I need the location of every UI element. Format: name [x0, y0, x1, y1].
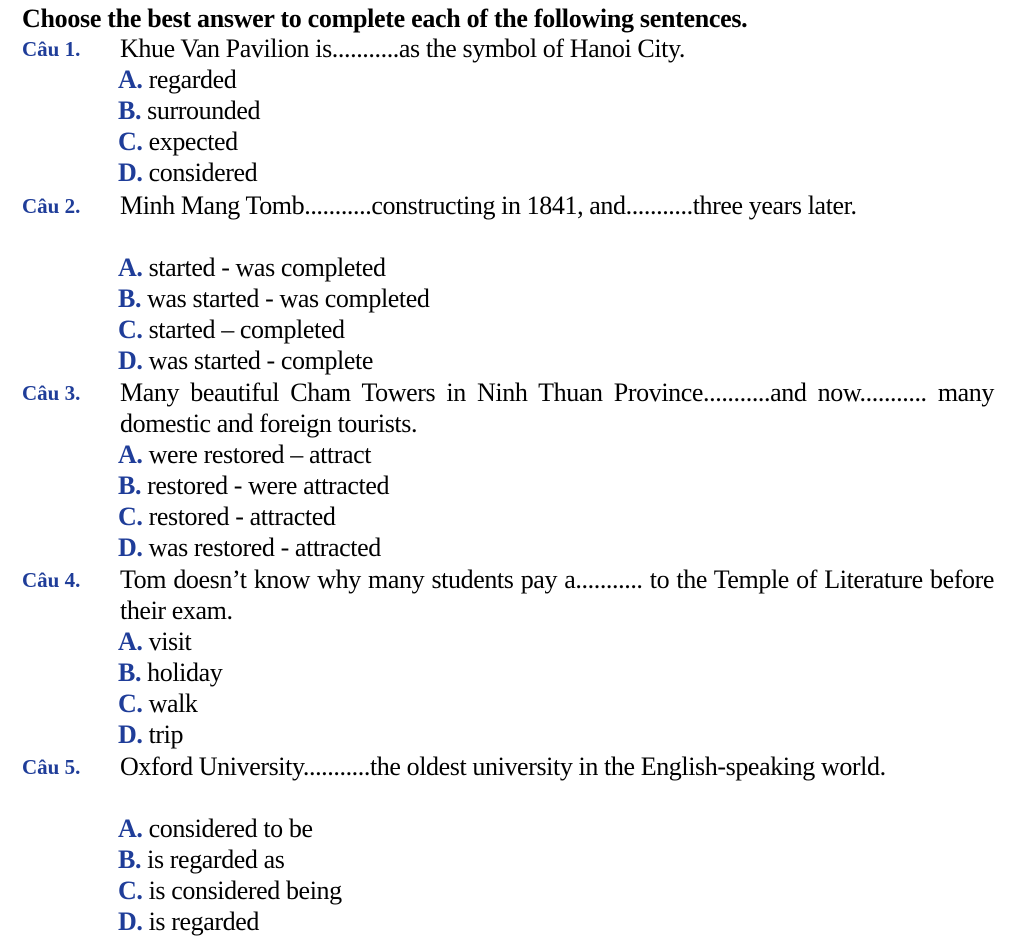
question-label: Câu 4.: [22, 568, 81, 592]
option-a[interactable]: [118, 813, 342, 844]
option-a[interactable]: [118, 439, 389, 470]
option-text: started – completed: [148, 315, 345, 344]
option-text: restored - attracted: [148, 502, 336, 531]
question-text: Minh Mang Tomb...........constructing in 1841, and...........three years later.: [120, 191, 857, 220]
option-letter: A.: [118, 65, 143, 94]
option-letter: C.: [118, 689, 143, 718]
option-text: started - was completed: [148, 253, 386, 282]
question-text: Tom doesn’t know why many students pay a........... to the Temple of Literature before their exam.: [120, 565, 994, 625]
option-letter: C.: [118, 315, 143, 344]
options-list: [118, 813, 342, 937]
option-d[interactable]: [118, 345, 429, 376]
option-letter: B.: [118, 284, 142, 313]
option-letter: A.: [118, 440, 143, 469]
option-text: was started - complete: [148, 346, 373, 375]
option-a[interactable]: [118, 252, 429, 283]
question-text: Many beautiful Cham Towers in Ninh Thuan Province...........and now........... many domestic and foreign tourists.: [120, 378, 994, 438]
option-text: is regarded as: [147, 845, 285, 874]
question-text: Khue Van Pavilion is...........as the symbol of Hanoi City.: [120, 34, 685, 63]
option-text: visit: [148, 627, 192, 656]
option-letter: B.: [118, 96, 142, 125]
option-letter: B.: [118, 845, 142, 874]
option-b[interactable]: [118, 470, 389, 501]
option-letter: A.: [118, 627, 143, 656]
option-c[interactable]: [118, 688, 222, 719]
option-text: considered: [148, 158, 258, 187]
option-text: was started - was completed: [147, 284, 430, 313]
option-letter: D.: [118, 720, 143, 749]
instruction-heading: Choose the best answer to complete each of the following sentences.: [22, 4, 748, 33]
option-text: regarded: [148, 65, 237, 94]
option-text: is considered being: [148, 876, 342, 905]
option-text: walk: [148, 689, 198, 718]
option-text: trip: [148, 720, 184, 749]
option-d[interactable]: [118, 532, 389, 563]
options-list: [118, 626, 222, 750]
option-text: restored - were attracted: [147, 471, 390, 500]
option-letter: C.: [118, 127, 143, 156]
question-label: Câu 1.: [22, 37, 81, 61]
option-a[interactable]: [118, 626, 222, 657]
option-letter: D.: [118, 533, 143, 562]
options-list: [118, 439, 389, 563]
option-text: is regarded: [148, 907, 259, 936]
option-d[interactable]: [118, 157, 260, 188]
option-b[interactable]: [118, 283, 429, 314]
option-c[interactable]: [118, 501, 389, 532]
option-b[interactable]: [118, 657, 222, 688]
option-c[interactable]: [118, 314, 429, 345]
option-d[interactable]: [118, 719, 222, 750]
option-letter: C.: [118, 502, 143, 531]
option-letter: B.: [118, 471, 142, 500]
question-label: Câu 2.: [22, 194, 81, 218]
option-text: holiday: [147, 658, 223, 687]
option-letter: D.: [118, 346, 143, 375]
option-text: considered to be: [148, 814, 313, 843]
option-letter: C.: [118, 876, 143, 905]
option-letter: A.: [118, 814, 143, 843]
option-b[interactable]: [118, 95, 260, 126]
option-text: was restored - attracted: [148, 533, 381, 562]
option-c[interactable]: [118, 875, 342, 906]
option-letter: A.: [118, 253, 143, 282]
option-b[interactable]: [118, 844, 342, 875]
options-list: [118, 64, 260, 188]
option-letter: D.: [118, 907, 143, 936]
question-text: Oxford University...........the oldest university in the English-speaking world.: [120, 752, 886, 781]
options-list: [118, 252, 429, 376]
option-c[interactable]: [118, 126, 260, 157]
option-letter: D.: [118, 158, 143, 187]
option-text: expected: [148, 127, 238, 156]
option-text: surrounded: [147, 96, 261, 125]
option-letter: B.: [118, 658, 142, 687]
option-d[interactable]: [118, 906, 342, 937]
question-label: Câu 5.: [22, 755, 81, 779]
option-text: were restored – attract: [148, 440, 372, 469]
option-a[interactable]: [118, 64, 260, 95]
question-label: Câu 3.: [22, 381, 81, 405]
